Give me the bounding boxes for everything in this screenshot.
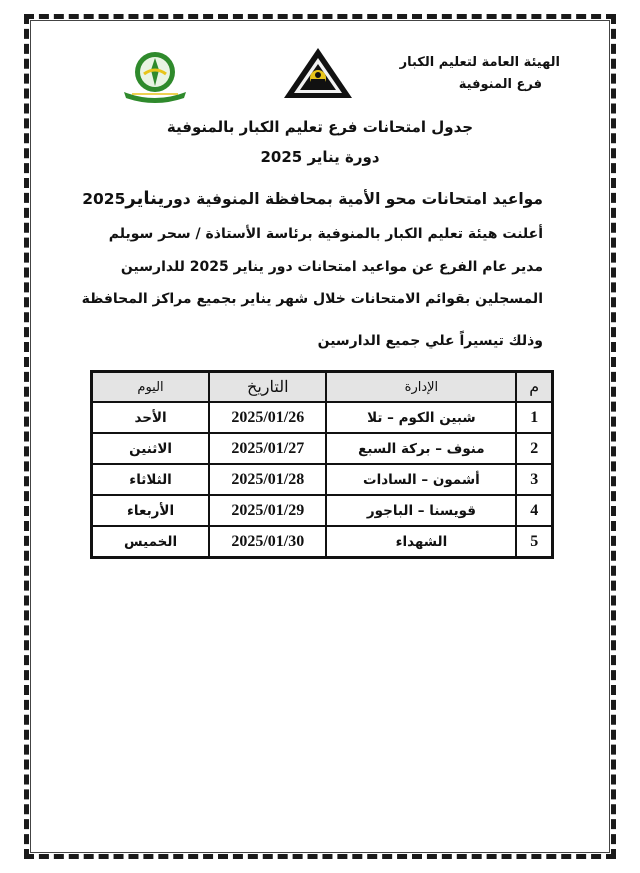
row-date: 2025/01/27 (209, 433, 326, 464)
row-date: 2025/01/28 (209, 464, 326, 495)
row-date: 2025/01/30 (209, 526, 326, 558)
headline-prefix: مواعيد امتحانات محو الأمية بمحافظة المنوفية دور (164, 190, 543, 208)
row-day: الخميس (92, 526, 210, 558)
round-emblem-icon (118, 46, 192, 106)
organization-header (400, 52, 560, 96)
row-administration: أشمون – السادات (326, 464, 516, 495)
table-row (92, 433, 553, 464)
announcement-line: أعلنت هيئة تعليم الكبار بالمنوفية برئاسة الأستاذة / سحر سويلم (108, 226, 543, 242)
table-row (92, 526, 553, 558)
announcement-line: وذلك تيسيراً علي جميع الدارسين (317, 333, 543, 349)
column-header-date: التاريخ (209, 372, 326, 403)
table-header-row (92, 372, 553, 403)
row-administration: شبين الكوم – تلا (326, 402, 516, 433)
announcement-headline (82, 188, 543, 209)
announcement-line: المسجلين بقوائم الامتحانات خلال شهر يناير بجميع مراكز المحافظة (81, 291, 543, 307)
column-header-administration: الإدارة (326, 372, 516, 403)
row-number: 5 (516, 526, 552, 558)
table-row (92, 495, 553, 526)
headline-year: 2025 (82, 190, 126, 208)
row-number: 2 (516, 433, 552, 464)
page-subtitle: دورة يناير 2025 (260, 148, 380, 166)
announcement-line: مدير عام الفرع عن مواعيد امتحانات دور يناير 2025 للدارسين (120, 259, 543, 275)
row-day: الاثنين (92, 433, 210, 464)
row-day: الأربعاء (92, 495, 210, 526)
triangle-emblem-icon (282, 46, 354, 100)
row-date: 2025/01/26 (209, 402, 326, 433)
org-name: الهيئة العامة لتعليم الكبار (399, 55, 560, 70)
org-branch: فرع المنوفية (458, 77, 542, 92)
row-date: 2025/01/29 (209, 495, 326, 526)
row-number: 3 (516, 464, 552, 495)
row-day: الأحد (92, 402, 210, 433)
row-number: 1 (516, 402, 552, 433)
row-administration: منوف – بركة السبع (326, 433, 516, 464)
column-header-number: م (516, 372, 552, 403)
row-day: الثلاثاء (92, 464, 210, 495)
page-title: جدول امتحانات فرع تعليم الكبار بالمنوفية (166, 118, 474, 136)
table-row (92, 464, 553, 495)
table-row (92, 402, 553, 433)
row-administration: قويسنا – الباجور (326, 495, 516, 526)
exam-schedule-table (90, 370, 554, 559)
row-administration: الشهداء (326, 526, 516, 558)
column-header-day: اليوم (92, 372, 210, 403)
headline-month: يناير (125, 188, 165, 209)
row-number: 4 (516, 495, 552, 526)
